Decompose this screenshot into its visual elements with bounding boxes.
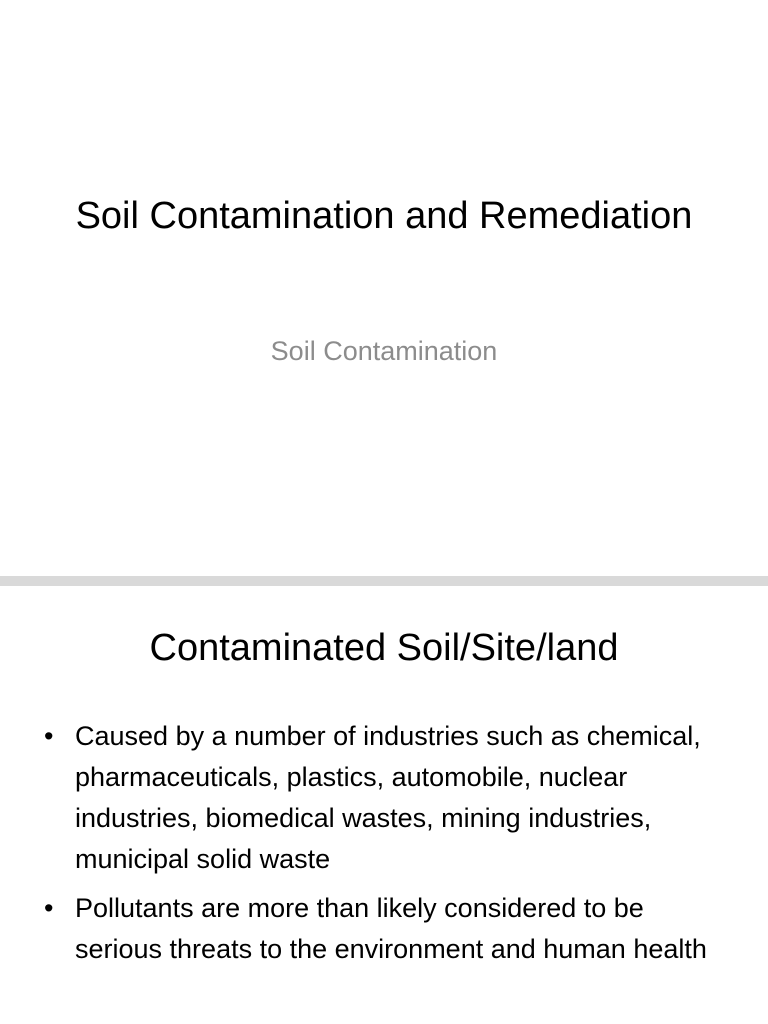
slide-1-subtitle: Soil Contamination [270,336,498,366]
slide-2-title: Contaminated Soil/Site/land [149,627,619,669]
slide-2 [0,586,768,1024]
bullet-item [44,716,734,880]
slide-1-title: Soil Contamination and Remediation [75,195,693,237]
bullet-text: Caused by a number of industries such as chemical, pharmaceuticals, plastics, automobile, nuclear industries, biomedical wastes, mining industries, municipal solid waste [75,721,701,874]
bullet-list [44,716,734,978]
bullet-item [44,888,734,970]
bullet-marker: • [44,721,54,751]
bullet-marker: • [44,893,54,923]
bullet-text: Pollutants are more than likely considered to be serious threats to the environment and human health [75,893,707,964]
